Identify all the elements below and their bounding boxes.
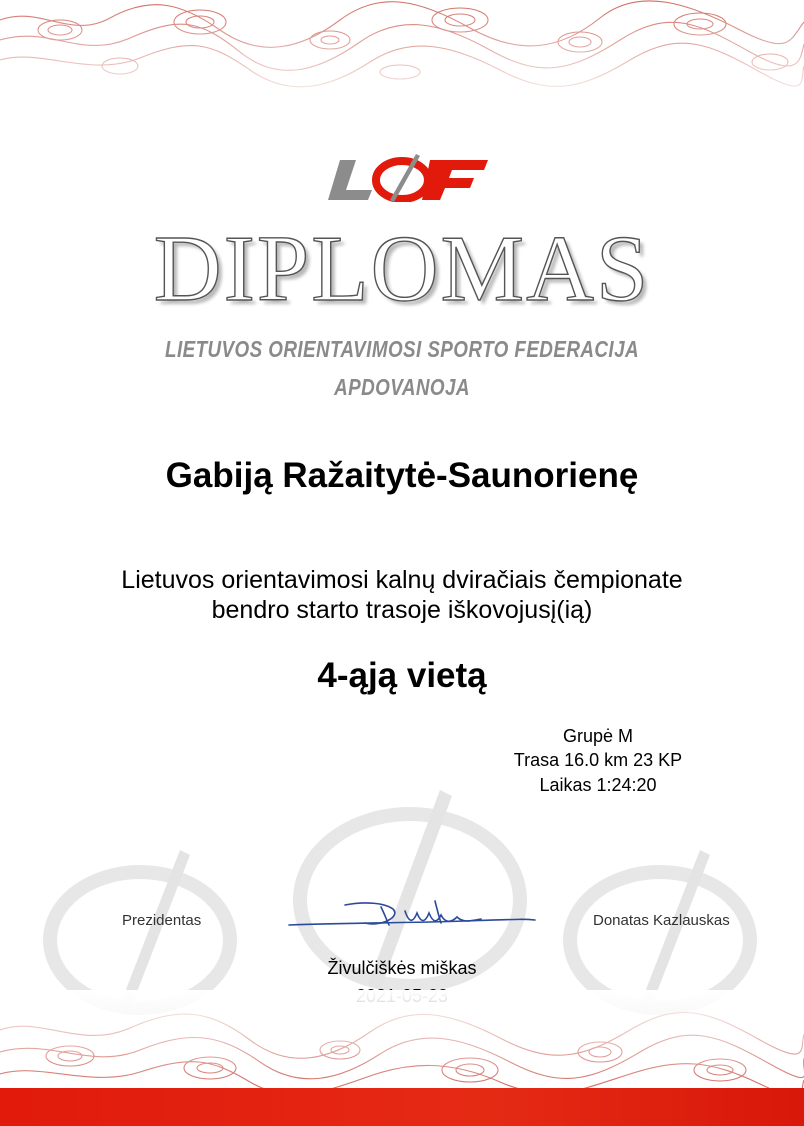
bottom-contour-pattern: [0, 990, 804, 1090]
president-label: Prezidentas: [122, 912, 202, 929]
placement: 4-ąją vietą: [317, 656, 487, 695]
achievement-line-2: bendro starto trasoje iškovojusį(ią): [211, 596, 593, 624]
achievement-line-1: Lietuvos orientavimosi kalnų dviračiais čempionate: [121, 566, 683, 594]
losf-logo: [322, 152, 488, 202]
diploma-title: DIPLOMAS: [153, 217, 651, 321]
time-label: Laikas 1:24:20: [539, 775, 657, 795]
recipient-name: Gabiją Ražaitytė-Saunorienę: [165, 456, 639, 495]
course-label: Trasa 16.0 km 23 KP: [513, 750, 683, 770]
event-location: Živulčiškės miškas: [327, 958, 477, 978]
awards-label: APDOVANOJA: [334, 374, 470, 400]
top-contour-pattern: [0, 0, 804, 110]
bottom-red-band: [0, 1088, 804, 1126]
president-signature: [285, 893, 540, 933]
president-name: Donatas Kazlauskas: [593, 912, 730, 929]
group-label: Grupė M: [562, 726, 634, 746]
federation-name: LIETUVOS ORIENTAVIMOSI SPORTO FEDERACIJA: [165, 336, 639, 362]
